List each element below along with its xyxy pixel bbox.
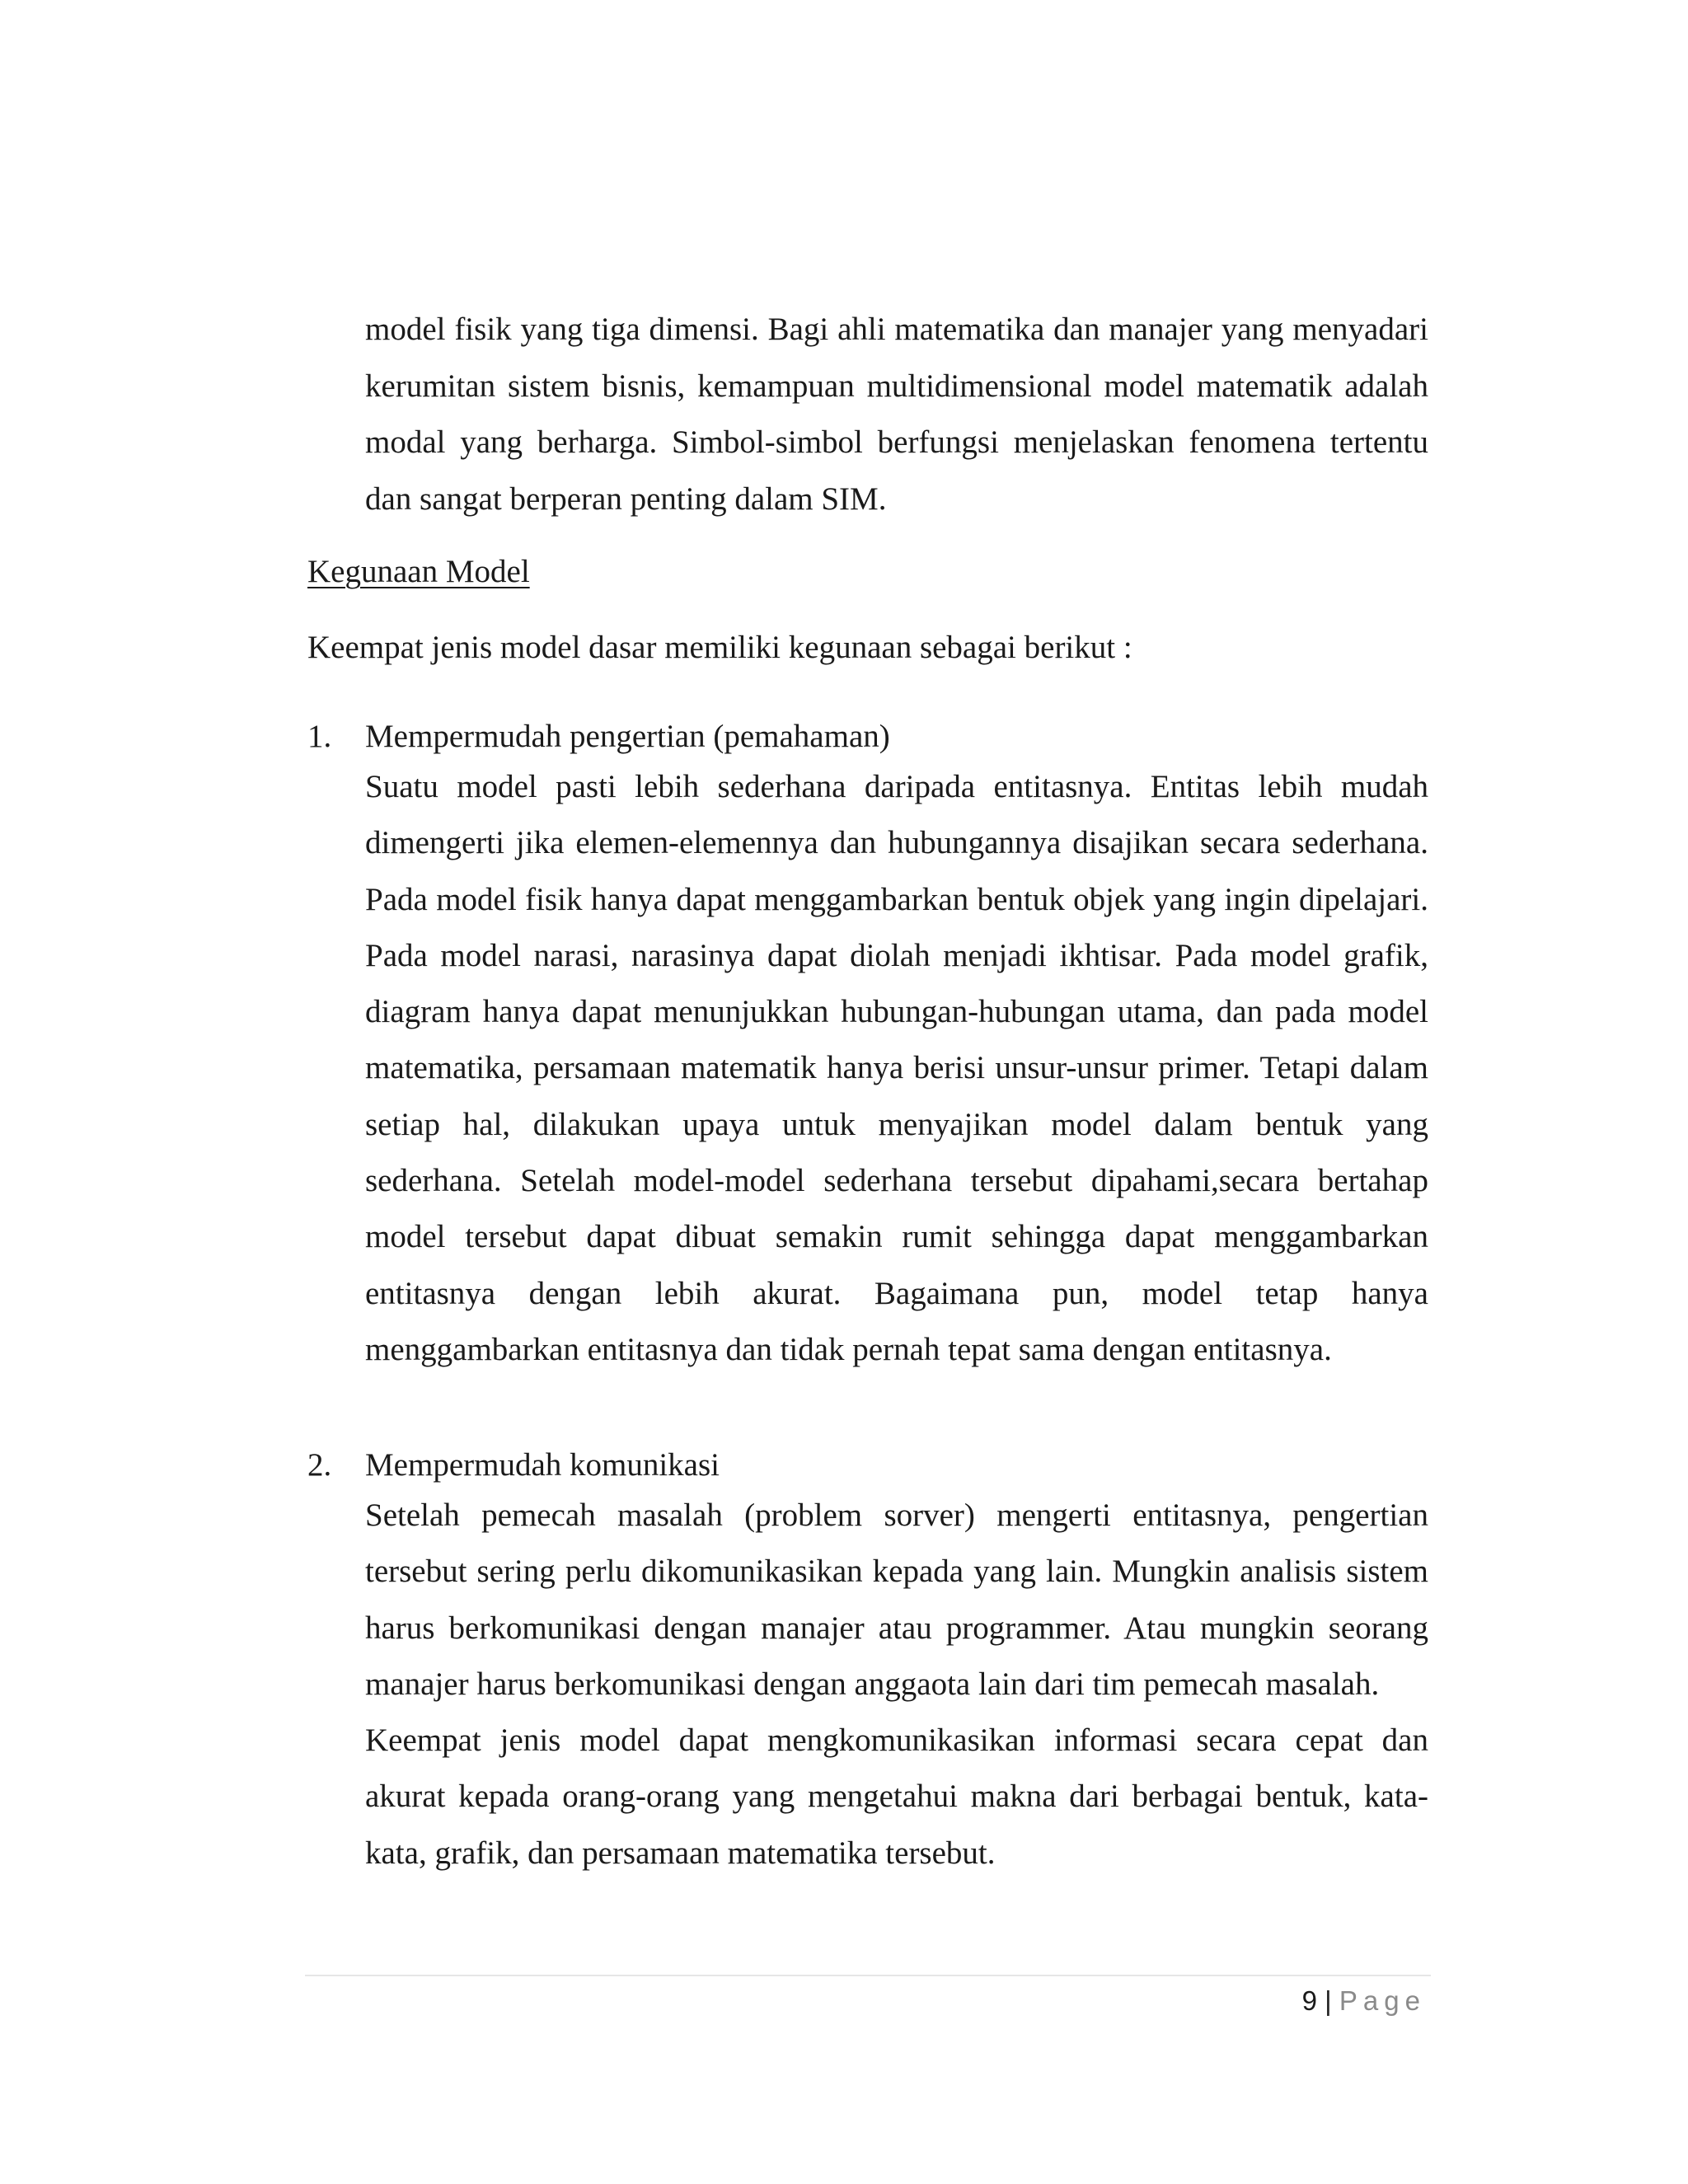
page-label: Page	[1339, 1985, 1426, 2016]
list-item-number: 2.	[307, 1447, 332, 1483]
list-item-title: Mempermudah komunikasi	[365, 1447, 720, 1483]
continued-paragraph: model fisik yang tiga dimensi. Bagi ahli matematika dan manajer yang menyadari kerumitan sistem bisnis, kemampuan multidimensional model matematik adalah modal yang berharga. Simbol-simbol berfungsi menjelaskan fenomena tertentu dan sangat berperan penting dalam SIM.	[365, 312, 1428, 517]
section-heading: Kegunaan Model	[307, 554, 530, 589]
list-item-body: Setelah pemecah masalah (problem sorver) mengerti entitasnya, pengertian tersebut sering perlu dikomunikasikan kepada yang lain. Mungkin analisis sistem harus berkomunikasi dengan manajer atau programmer. Atau mungkin seorang manajer harus berkomunikasi dengan anggaota lain dari tim pemecah masalah.	[365, 1497, 1428, 1702]
page-separator: |	[1325, 1985, 1332, 2016]
list-item-body-continued: Keempat jenis model dapat mengkomunikasikan informasi secara cepat dan akurat kepada orang-orang yang mengetahui makna dari berbagai bentuk, kata-kata, grafik, dan persamaan matematika tersebut.	[365, 1722, 1428, 1871]
intro-sentence: Keempat jenis model dasar memiliki kegunaan sebagai berikut :	[307, 630, 1132, 665]
list-item-body: Suatu model pasti lebih sederhana daripada entitasnya. Entitas lebih mudah dimengerti jika elemen-elemennya dan hubungannya disajikan secara sederhana. Pada model fisik hanya dapat menggambarkan bentuk objek yang ingin dipelajari. Pada model narasi, narasinya dapat diolah menjadi ikhtisar. Pada model grafik, diagram hanya dapat menunjukkan hubungan-hubungan utama, dan pada model matematika, persamaan matematik hanya berisi unsur-unsur primer. Tetapi dalam setiap hal, dilakukan upaya untuk menyajikan model dalam bentuk yang sederhana. Setelah model-model sederhana tersebut dipahami,secara bertahap model tersebut dapat dibuat semakin rumit sehingga dapat menggambarkan entitasnya dengan lebih akurat. Bagaimana pun, model tetap hanya menggambarkan entitasnya dan tidak pernah tepat sama dengan entitasnya.	[365, 769, 1428, 1367]
list-item-title: Mempermudah pengertian (pemahaman)	[365, 719, 890, 754]
page-footer	[1302, 1978, 1426, 2024]
page-number: 9	[1301, 1985, 1317, 2016]
footer-divider	[305, 1975, 1431, 1976]
list-item-number: 1.	[307, 719, 332, 754]
